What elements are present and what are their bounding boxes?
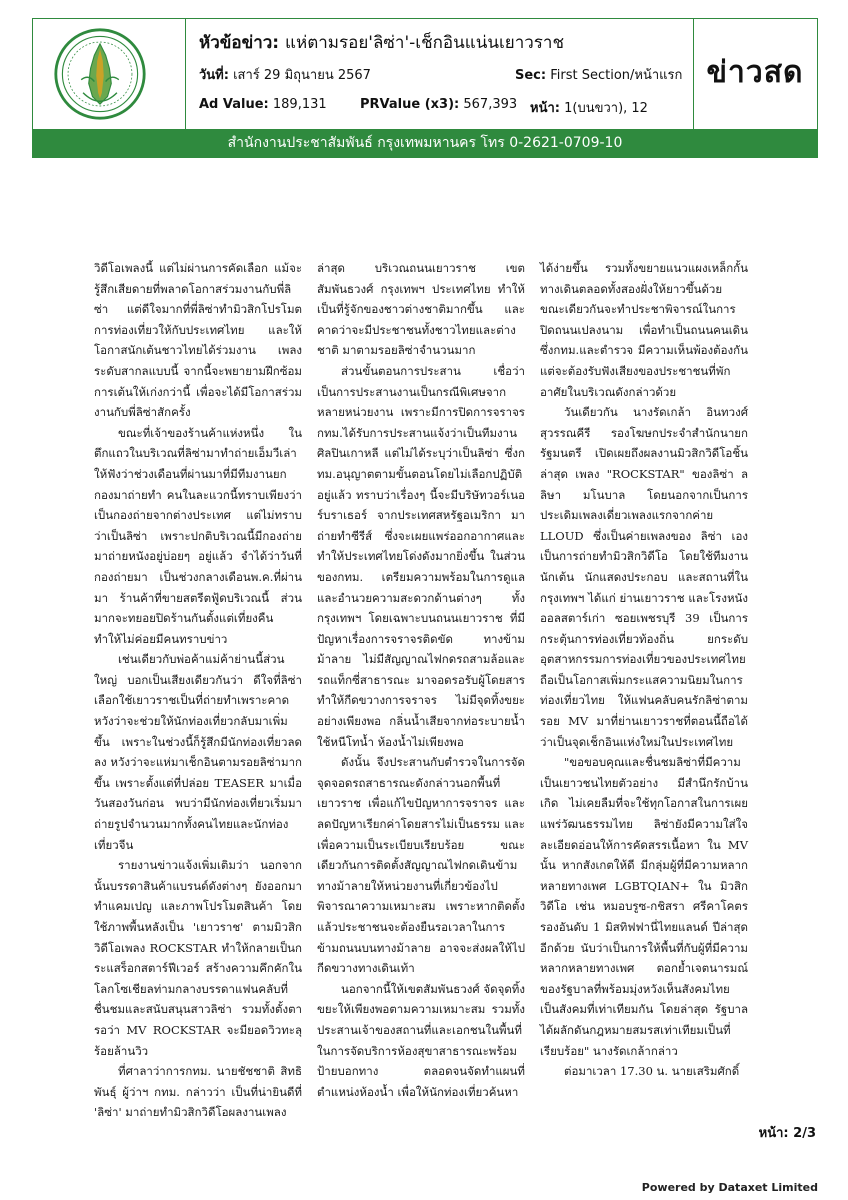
page-number-value: 2/3 xyxy=(793,1126,816,1141)
badge-cell xyxy=(693,19,817,129)
paragraph: ดังนั้น จึงประสานกับตำรวจในการจัดจุดจอดรถสาธารณะดังกล่าวนอกพื้นที่เยาวราช เพื่อแก้ไขปัญหาการจราจร และลดปัญหาเรียกค่าโดยสารไม่เป็นธรรม และเพื่อความเป็นระเบียบเรียบร้อย ขณะเดียวกันการติดตั้งสัญญาณไฟกดเดินข้ามทางม้าลายให้หน่วยงานที่เกี่ยวข้องไปพิจารณาความเหมาะสม เพราะหากติดตั้งแล้วประชาชนจะต้องยืนรอเวลาในการข้ามถนนบนทางม้าลาย อาจจะส่งผลให้ไปกีดขวางทางเดินเท้า xyxy=(317,755,525,976)
paragraph: ที่ศาลาว่าการกทม. นายชัชชาติ สิทธิพันธุ์ ผู้ว่าฯ กทม. กล่าวว่า เป็นที่น่ายินดีที่ 'ลิซ่า' มาถ่ายทำมิวสิกวิดีโอผลงานเพลง xyxy=(94,1064,302,1120)
pr-value-label: PRValue (x3): xyxy=(360,97,460,112)
date-label: วันที่: xyxy=(199,68,229,83)
section-row xyxy=(515,64,682,85)
pr-value: 567,393 xyxy=(463,97,518,112)
ad-value: 189,131 xyxy=(272,97,327,112)
paragraph: ต่อมาเวลา 17.30 น. นายเสริมศักดิ์ xyxy=(564,1064,740,1079)
page-number xyxy=(759,1122,816,1143)
ad-value-row xyxy=(199,97,327,112)
bma-seal-icon xyxy=(53,27,147,121)
date-row xyxy=(199,64,371,85)
article-column-1 xyxy=(94,258,302,1123)
info-cell xyxy=(185,19,694,129)
clipping-header xyxy=(32,18,818,158)
paragraph: รายงานข่าวแจ้งเพิ่มเติมว่า นอกจากนั้นบรรดาสินค้าแบรนด์ดังต่างๆ ยังออกมาทำแคมเปญ และภาพโปรโมตสินค้า โดยใช้ภาพพื้นหลังเป็น 'เยาวราช' ตามมิวสิกวิดีโอเพลง ROCKSTAR ทำให้กลายเป็นกระแสร็อกสตาร์ฟีเวอร์ สร้างความคึกคักในโลกโซเชียลท่ามกลางบรรดาแฟนคลับที่ชื่นชมและสนับสนุนสาวลิซ่า รวมทั้งตั้งตารอว่า MV ROCKSTAR จะมียอดวิวทะลุร้อยล้านวิว xyxy=(94,858,302,1058)
powered-by: Powered by Dataxet Limited xyxy=(641,1181,818,1194)
paragraph: นอกจากนี้ให้เขตสัมพันธวงศ์ จัดจุดทิ้งขยะให้เพียงพอตามความเหมาะสม รวมทั้งประสานเจ้าของสถานที่และเอกชนในพื้นที่ ในการจัดบริการห้องสุขาสาธารณะพร้อมป้ายบอกทาง ตลอดจนจัดทำแผนที่ตำแหน่งห้องน้ำ เพื่อให้นักท่องเที่ยวค้นหา xyxy=(317,981,525,1099)
article-column-2 xyxy=(317,258,525,1102)
paragraph: ขณะที่เจ้าของร้านค้าแห่งหนึ่ง ในตึกแถวในบริเวณที่ลิซ่ามาทำถ่ายเอ็มวีเล่าให้ฟังว่าช่วงเดือนที่ผ่านมาที่มีทีมงานยกกองมาถ่ายทำ คนในละแวกนี้ทราบเพียงว่าเป็นกองถ่ายจากต่างประเทศ แต่ไม่ทราบว่าเป็นลิซ่า เพราะปกติบริเวณนี้มีกองถ่ายมาถ่ายหนังอยู่บ่อยๆ อยู่แล้ว จำได้ว่าวันที่กองถ่ายมา เป็นช่วงกลางเดือนพ.ค.ที่ผ่านมา ร้านค้าที่ขายสตรีตฟู้ดบริเวณนี้ ส่วนมากจะทยอยปิดร้านกันตั้งแต่เที่ยงคืน ทำให้ไม่ค่อยมีคนทราบข่าว xyxy=(94,425,302,646)
paragraph: วิดีโอเพลงนี้ แต่ไม่ผ่านการคัดเลือก แม้จะรู้สึกเสียดายที่พลาดโอกาสร่วมงานกับพี่ลิซ่า แต่ดีใจมากที่พี่ลิซ่าทำมิวสิกโปรโมตการท่องเที่ยวให้กับประเทศไทย และให้โอกาสนักเต้นชาวไทยได้ร่วมงาน เพลงระดับสากลแบบนี้ จากนี้จะพยายามฝึกซ้อมการเต้นให้เก่งกว่านี้ เพื่อจะได้มีโอกาสร่วมงานกับพี่ลิซ่าสักครั้ง xyxy=(94,261,302,420)
page-number-label: หน้า: xyxy=(758,1126,789,1141)
paragraph: วันเดียวกัน นางรัดเกล้า อินทวงศ์ สุวรรณคีรี รองโฆษกประจำสำนักนายกรัฐมนตรี เปิดเผยถึงผลงานมิวสิกวิดีโอชิ้นล่าสุด เพลง "ROCKSTAR" ของลิซ่า ลลิษา มโนบาล โดยนอกจากเป็นการประเดิมเพลงเดี่ยวเพลงแรกจากค่าย LLOUD ซึ่งเป็นค่ายเพลงของ ลิซ่า เอง เป็นการถ่ายทำมิวสิกวิดีโอ โดยใช้ทีมงาน นักเต้น นักแสดงประกอบ และสถานที่ในกรุงเทพฯ ได้แก่ ย่านเยาวราช และโรงหนังออลสตาร์เก่า ซอยเพชรบุรี 39 เป็นการกระตุ้นการท่องเที่ยวท้องถิ่น ยกระดับอุตสาหกรรมการท่องเที่ยวของประเทศไทย ถือเป็นโอกาสเพิ่มกระแสความนิยมในการท่องเที่ยวไทย ให้แฟนคลับคนรักลิซ่าตามรอย MV มาที่ย่านเยาวราชที่ตอนนี้ถือได้ว่าเป็นจุดเช็กอินแห่งใหม่ในประเทศไทย xyxy=(540,405,748,749)
page-label: หน้า: xyxy=(530,101,560,116)
logo-cell xyxy=(33,19,186,129)
section-label: Sec: xyxy=(515,68,547,83)
pr-value-row xyxy=(360,97,517,112)
section-value: First Section/หน้าแรก xyxy=(550,68,683,83)
newspaper-name: ข่าวสด xyxy=(706,55,804,90)
article-column-3 xyxy=(540,258,748,1082)
paragraph: เช่นเดียวกับพ่อค้าแม่ค้าย่านนี้ส่วนใหญ่ บอกเป็นเสียงเดียวกันว่า ดีใจที่ลิซ่าเลือกใช้เยาวราชเป็นที่ถ่ายทำเพราะคาดหวังว่าจะช่วยให้นักท่องเที่ยวกลับมาเพิ่มขึ้น เพราะในช่วงนี้ก็รู้สึกมีนักท่องเที่ยวลดลง หวังว่าจะแห่มาเช็กอินตามรอยลิซ่ามากขึ้น เพราะตั้งแต่ที่ปล่อย TEASER มาเมื่อวันสองวันก่อน พบว่ามีนักท่องเที่ยวเริ่มมาถ่ายรูปจำนวนมากทั้งคนไทยและนักท่องเที่ยวจีน xyxy=(94,652,302,852)
headline-value: แห่ตามรอย'ลิซ่า'-เช็กอินแน่นเยาวราช xyxy=(285,33,565,53)
paragraph: ได้ง่ายขึ้น รวมทั้งขยายแนวแผงเหล็กกั้นทางเดินตลอดทั้งสองฝั่งให้ยาวขึ้นด้วย ขณะเดียวกันจะทำประชาพิจารณ์ในการปิดถนนเปลงนาม เพื่อทำเป็นถนนคนเดินซึ่งกทม.และตำรวจ มีความเห็นพ้องต้องกัน แต่จะต้องรับฟังเสียงของประชาชนที่พักอาศัยในบริเวณดังกล่าวด้วย xyxy=(540,261,748,399)
office-bar: สำนักงานประชาสัมพันธ์ กรุงเทพมหานคร โทร 0-2621-0709-10 xyxy=(33,129,817,157)
headline xyxy=(199,29,564,56)
ad-value-label: Ad Value: xyxy=(199,97,269,112)
page-row xyxy=(530,97,648,118)
paragraph: ส่วนขั้นตอนการประสาน เชื่อว่าเป็นการประสานงานเป็นกรณีพิเศษจากหลายหน่วยงาน เพราะมีการปิดการจราจร กทม.ได้รับการประสานแจ้งว่าเป็นทีมงานศิลปินเกาหลี แต่ไม่ได้ระบุว่าเป็นลิซ่า ซึ่งกทม.อนุญาตตามขั้นตอนโดยไม่เลือกปฏิบัติอยู่แล้ว ทราบว่าเรื่องๆ นี้จะมีบริษัทวอร์เนอร์บราเธอร์ จากประเทศสหรัฐอเมริกา มาถ่ายทำซีรีส์ ซึ่งจะเผยแพร่ออกอากาศและทำให้ประเทศไทยโด่งดังมากยิ่งขึ้น ในส่วนของกทม. เตรียมความพร้อมในการดูแลและอำนวยความสะดวกด้านต่างๆ ทั้งกรุงเทพฯ โดยเฉพาะบนถนนเยาวราช ที่มีปัญหาเรื่องการจราจรติดขัด ทางข้ามม้าลาย ไม่มีสัญญาณไฟกดรถสามล้อและรถแท็กซี่สาธารณะ มาจอดรอรับผู้โดยสารทำให้กีดขวางการจราจร ไม่มีจุดทิ้งขยะอย่างเพียงพอ กลิ่นน้ำเสียจากท่อระบายน้ำใช้หนีโทน้ำ ห้องน้ำไม่เพียงพอ xyxy=(317,363,525,749)
paragraph: "ขอขอบคุณและชื่นชมลิซ่าที่มีความเป็นเยาวชนไทยตัวอย่าง มีสำนึกรักบ้านเกิด ไม่เคยลืมที่จะใช้ทุกโอกาสในการเผยแพร่วัฒนธรรมไทย ลิซ่ายังมีความใส่ใจละเอียดอ่อนให้การคัดสรรเนื้อหา ใน MV นั้น หากสังเกตให้ดี มีกลุ่มผู้ที่มีความหลากหลายทางเพศ LGBTQIAN+ ใน มิวสิกวิดีโอ เช่น หมอบรูซ-กชิสรา ศรีคาโคตร รองอันดับ 1 มิสทิฟฟานี่ไทยแลนด์ ปีล่าสุด อีกด้วย นับว่าเป็นการให้พื้นที่กับผู้ที่มีความหลากหลายทางเพศ ตอกย้ำเจตนารมณ์ของรัฐบาลที่พร้อมมุ่งหวังเห็นสังคมไทยเป็นสังคมที่เท่าเทียมกัน โดยล่าสุด รัฐบาลได้ผลักดันกฎหมายสมรสเท่าเทียมเป็นที่เรียบร้อย" นางรัดเกล้ากล่าว xyxy=(540,755,748,1058)
headline-label: หัวข้อข่าว: xyxy=(199,33,280,53)
paragraph: ล่าสุด บริเวณถนนเยาวราช เขตสัมพันธวงศ์ กรุงเทพฯ ประเทศไทย ทำให้เป็นที่รู้จักของชาวต่างชาติมากขึ้น และคาดว่าจะมีประชาชนทั้งชาวไทยและต่างชาติ มาตามรอยลิซ่าจำนวนมาก xyxy=(317,261,525,358)
date-value: เสาร์ 29 มิถุนายน 2567 xyxy=(233,68,371,83)
page-value: 1(บนขวา), 12 xyxy=(564,101,648,116)
